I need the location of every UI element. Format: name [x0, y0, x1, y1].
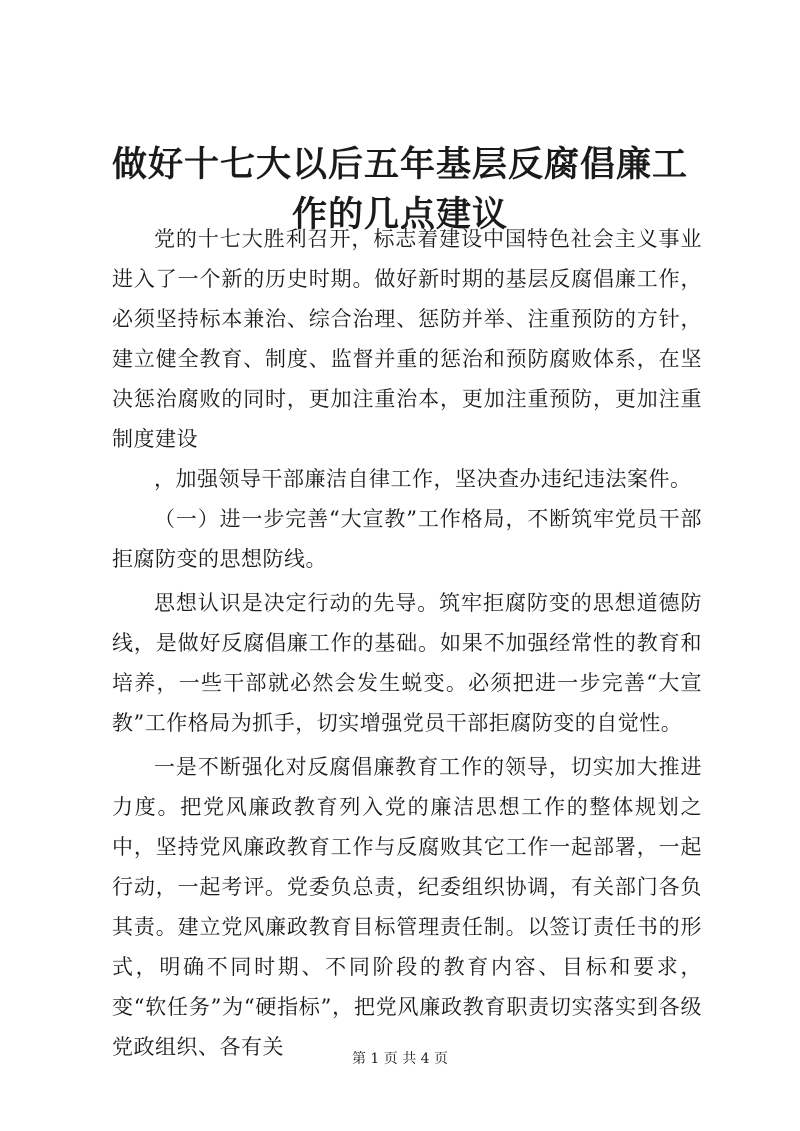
paragraph-intro: 党的十七大胜利召开，标志着建设中国特色社会主义事业进入了一个新的历史时期。做好新时期的基层反腐倡廉工作，必须坚持标本兼治、综合治理、惩防并举、注重预防的方针，建立健全教育、制度、监督并重的惩治和预防腐败体系，在坚决惩治腐败的同时，更加注重治本，更加注重预防，更加注重制度建设 — [112, 227, 702, 451]
paragraph-point-one: 一是不断强化对反腐倡廉教育工作的领导，切实加大推进力度。把党风廉政教育列入党的廉洁思想工作的整体规划之中，坚持党风廉政教育工作与反腐败其它工作一起部署，一起行动，一起考评。党委负总责，纪委组织协调，有关部门各负其责。建立党风廉政教育目标管理责任制。以签订责任书的形式，明确不同时期、不同阶段的教育内容、目标和要求，变“软任务”为“硬指标”，把党风廉政教育职责切实落实到各级党政组织、各有关 — [112, 755, 702, 1059]
section-heading-1: （一）进一步完善“大宣教”工作格局，不断筑牢党员干部拒腐防变的思想防线。 — [112, 507, 702, 571]
page-number-label: 第 1 页 共 4 页 — [351, 1051, 449, 1067]
page-footer — [0, 1048, 800, 1068]
paragraph-thought: 思想认识是决定行动的先导。筑牢拒腐防变的思想道德防线，是做好反腐倡廉工作的基础。如果不加强经常性的教育和培养，一些干部就必然会发生蜕变。必须把进一步完善“大宣教”工作格局为抓手，切实增强党员干部拒腐防变的自觉性。 — [112, 591, 702, 735]
document-body — [112, 219, 702, 1067]
paragraph-continuation: ，加强领导干部廉洁自律工作，坚决查办违纪违法案件。 — [154, 467, 692, 491]
document-title: 做好十七大以后五年基层反腐倡廉工作的几点建议 — [111, 144, 688, 235]
